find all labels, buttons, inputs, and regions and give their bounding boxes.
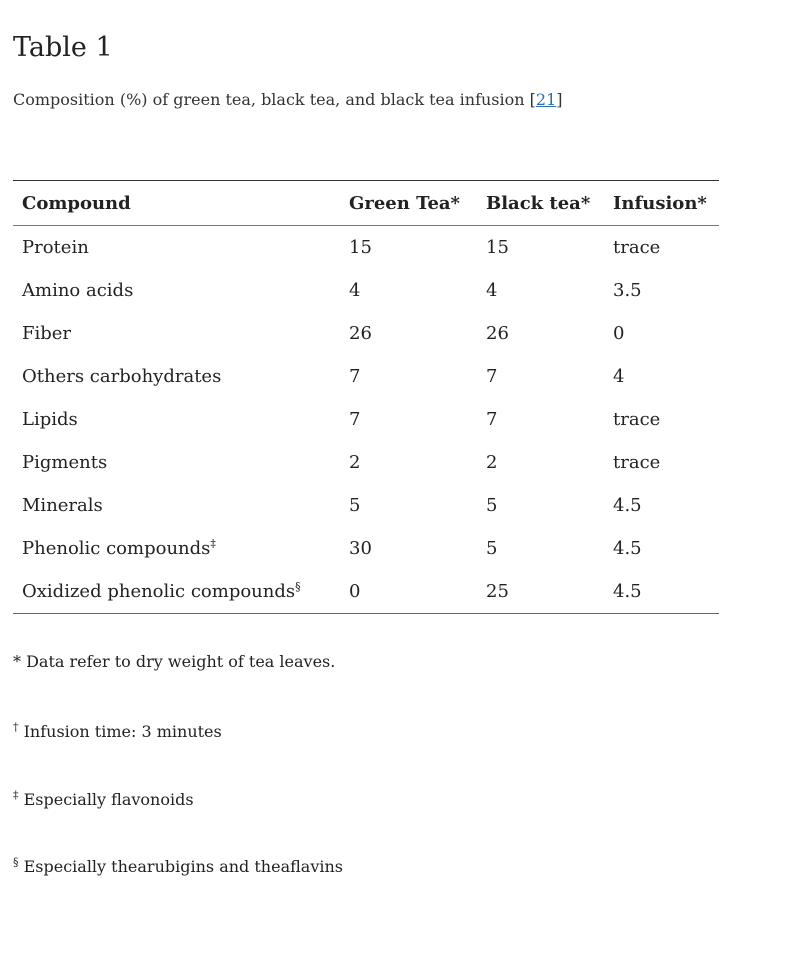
black-tea-cell: 2: [486, 452, 498, 473]
infusion-cell: 0: [613, 323, 625, 344]
infusion-cell: 4.5: [613, 495, 642, 516]
composition-table-container: [13, 180, 719, 614]
footnote-mark: ‡: [13, 788, 19, 802]
compound-name: Lipids: [22, 409, 78, 430]
table-row: [13, 226, 719, 270]
black-tea-cell: 7: [486, 366, 498, 387]
black-tea-cell: 26: [486, 323, 509, 344]
compound-name: Oxidized phenolic compounds: [22, 581, 296, 602]
black-tea-cell: 4: [486, 280, 498, 301]
compound-name: Pigments: [22, 452, 108, 473]
green-tea-cell: 2: [349, 452, 361, 473]
header-infusion: Infusion*: [604, 181, 719, 226]
green-tea-cell: 26: [349, 323, 372, 344]
footnote-mark: §: [13, 855, 19, 869]
compound-cell: [13, 398, 340, 441]
caption-text: Composition (%) of green tea, black tea, and black tea infusion [: [13, 90, 536, 109]
infusion-cell: trace: [613, 237, 661, 258]
compound-cell: [13, 441, 340, 484]
footnote-mark: †: [13, 720, 19, 734]
green-tea-cell: 0: [349, 581, 361, 602]
infusion-cell: 4.5: [613, 538, 642, 559]
compound-name: Minerals: [22, 495, 103, 516]
black-tea-cell: 15: [486, 237, 509, 258]
compound-cell: [13, 355, 340, 398]
header-green-tea: Green Tea*: [340, 181, 477, 226]
infusion-cell: trace: [613, 452, 661, 473]
compound-cell: [13, 570, 340, 614]
table-row: [13, 312, 719, 355]
compound-cell: [13, 484, 340, 527]
compound-footnote-mark: §: [295, 580, 301, 593]
table-row: [13, 355, 719, 398]
table-row: [13, 269, 719, 312]
footnote-text: Especially thearubigins and theaflavins: [23, 857, 343, 876]
table-row: [13, 570, 719, 614]
infusion-cell: 3.5: [613, 280, 642, 301]
black-tea-cell: 5: [486, 495, 498, 516]
compound-cell: [13, 312, 340, 355]
green-tea-cell: 7: [349, 366, 361, 387]
compound-footnote-mark: ‡: [210, 537, 216, 550]
footnote-text: Especially flavonoids: [23, 790, 194, 809]
caption-close: ]: [556, 90, 563, 109]
compound-name: Amino acids: [22, 280, 134, 301]
table-row: [13, 441, 719, 484]
compound-name: Protein: [22, 237, 89, 258]
footnote-dry-weight: [13, 652, 335, 671]
header-compound: Compound: [13, 181, 340, 226]
infusion-cell: 4: [613, 366, 625, 387]
green-tea-cell: 15: [349, 237, 372, 258]
black-tea-cell: 5: [486, 538, 498, 559]
compound-cell: [13, 226, 340, 270]
table-row: [13, 527, 719, 570]
footnote-infusion-time: [13, 722, 222, 741]
green-tea-cell: 5: [349, 495, 361, 516]
table-caption: [13, 90, 563, 109]
infusion-cell: 4.5: [613, 581, 642, 602]
table-header-row: [13, 181, 719, 226]
compound-cell: [13, 527, 340, 570]
green-tea-cell: 7: [349, 409, 361, 430]
table-row: [13, 398, 719, 441]
black-tea-cell: 7: [486, 409, 498, 430]
compound-name: Others carbohydrates: [22, 366, 222, 387]
header-black-tea: Black tea*: [477, 181, 604, 226]
compound-name: Fiber: [22, 323, 72, 344]
table-row: [13, 484, 719, 527]
compound-name: Phenolic compounds: [22, 538, 211, 559]
green-tea-cell: 30: [349, 538, 372, 559]
green-tea-cell: 4: [349, 280, 361, 301]
footnote-flavonoids: [13, 790, 194, 809]
table-title: Table 1: [13, 32, 113, 63]
infusion-cell: trace: [613, 409, 661, 430]
reference-link[interactable]: 21: [535, 90, 557, 109]
black-tea-cell: 25: [486, 581, 509, 602]
composition-table: [13, 180, 719, 614]
footnote-text: * Data refer to dry weight of tea leaves.: [13, 652, 336, 671]
footnote-thearubigins: [13, 857, 343, 876]
footnote-text: Infusion time: 3 minutes: [23, 722, 222, 741]
compound-cell: [13, 269, 340, 312]
